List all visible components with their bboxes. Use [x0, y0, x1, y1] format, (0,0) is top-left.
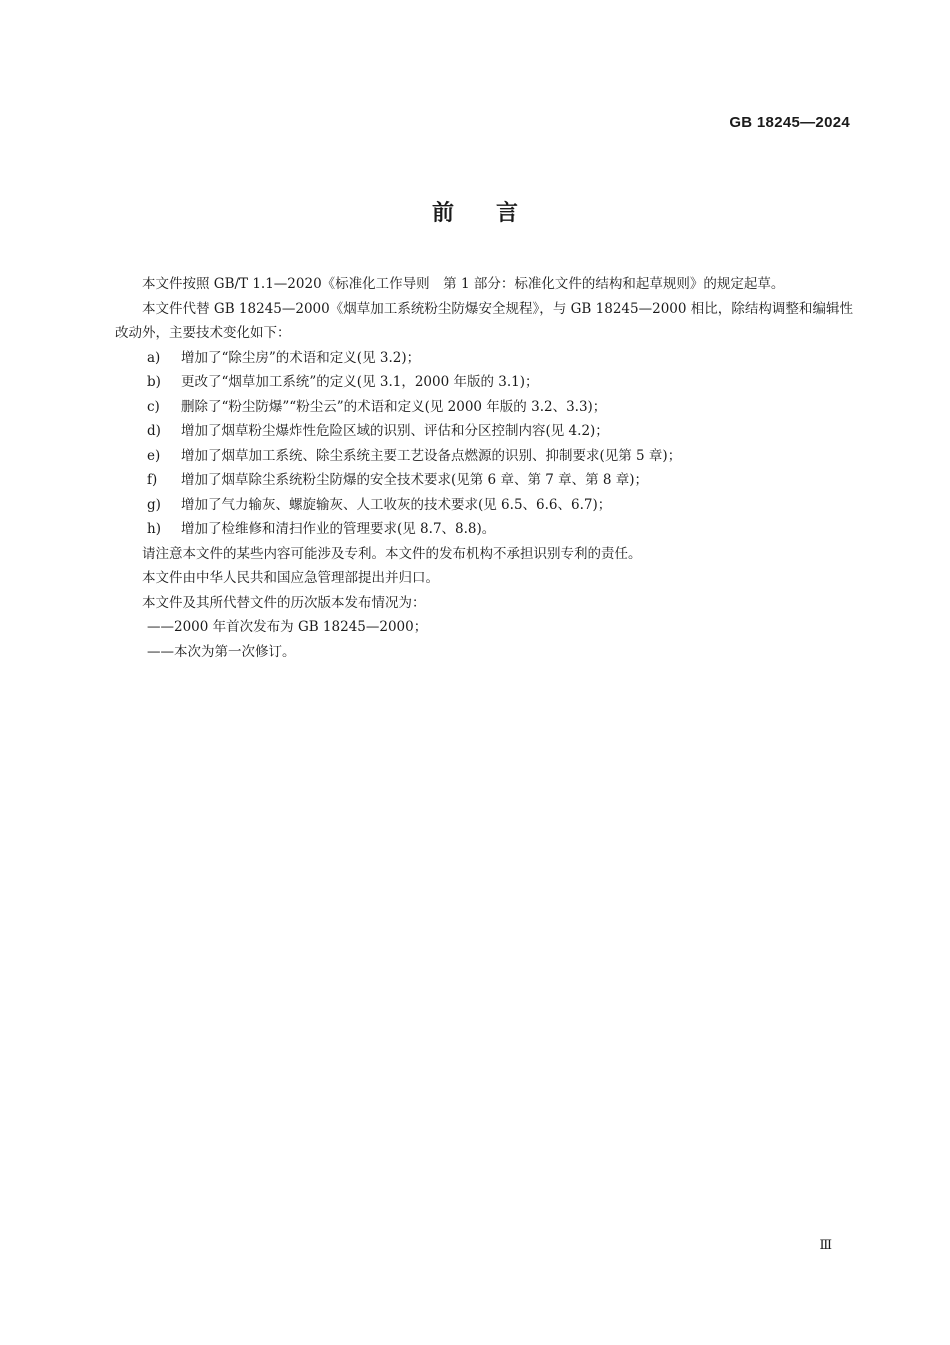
list-marker: a)	[147, 349, 161, 366]
document-id: GB 18245—2024	[729, 114, 850, 131]
list-marker: h)	[147, 521, 161, 537]
list-item-text: 增加了烟草加工系统、除尘系统主要工艺设备点燃源的识别、抑制要求(见第 5 章)；	[181, 447, 682, 464]
list-marker: d)	[147, 423, 161, 439]
list-item-text: 更改了“烟草加工系统”的定义(见 3.1，2000 年版的 3.1)；	[181, 374, 539, 390]
list-marker: g)	[147, 496, 161, 513]
list-item-text: 删除了“粉尘防爆”“粉尘云”的术语和定义(见 2000 年版的 3.2、3.3)；	[181, 398, 607, 415]
list-item	[115, 444, 853, 469]
changes-list	[115, 346, 853, 542]
foreword-body	[115, 272, 853, 664]
intro-paragraph-1: 本文件按照 GB/T 1.1—2020《标准化工作导则 第 1 部分：标准化文件的结构和起草规则》的规定起草。	[142, 276, 785, 292]
history-intro: 本文件及其所代替文件的历次版本发布情况为：	[142, 594, 426, 611]
page-number: Ⅲ	[819, 1238, 832, 1253]
list-item-text: 增加了烟草除尘系统粉尘防爆的安全技术要求(见第 6 章、第 7 章、第 8 章)；	[181, 472, 649, 488]
list-item-text: 增加了烟草粉尘爆炸性危险区域的识别、评估和分区控制内容(见 4.2)；	[181, 423, 609, 439]
list-item	[115, 517, 853, 542]
list-item	[115, 395, 853, 420]
patent-notice: 请注意本文件的某些内容可能涉及专利。本文件的发布机构不承担识别专利的责任。	[142, 545, 642, 562]
list-marker: e)	[147, 447, 161, 464]
list-item	[115, 468, 853, 493]
list-marker: b)	[147, 374, 161, 390]
list-marker: c)	[147, 398, 160, 415]
intro-paragraph-2: 本文件代替 GB 18245—2000《烟草加工系统粉尘防爆安全规程》，与 GB 18245—2000 相比，除结构调整和编辑性改动外，主要技术变化如下：	[115, 300, 853, 341]
list-marker: f)	[147, 472, 158, 488]
proposer-statement: 本文件由中华人民共和国应急管理部提出并归口。	[142, 570, 439, 586]
list-item-text: 增加了“除尘房”的术语和定义(见 3.2)；	[181, 349, 421, 366]
page-title: 前言	[431, 201, 560, 226]
history-item: ——2000 年首次发布为 GB 18245—2000；	[147, 619, 428, 635]
list-item-text: 增加了气力输灰、螺旋输灰、人工收灰的技术要求(见 6.5、6.6、6.7)；	[181, 496, 612, 513]
list-item	[115, 346, 853, 371]
history-item: ——本次为第一次修订。	[147, 643, 296, 660]
list-item	[115, 419, 853, 444]
list-item	[115, 370, 853, 395]
list-item-text: 增加了检维修和清扫作业的管理要求(见 8.7、8.8)。	[181, 521, 496, 537]
list-item	[115, 493, 853, 518]
